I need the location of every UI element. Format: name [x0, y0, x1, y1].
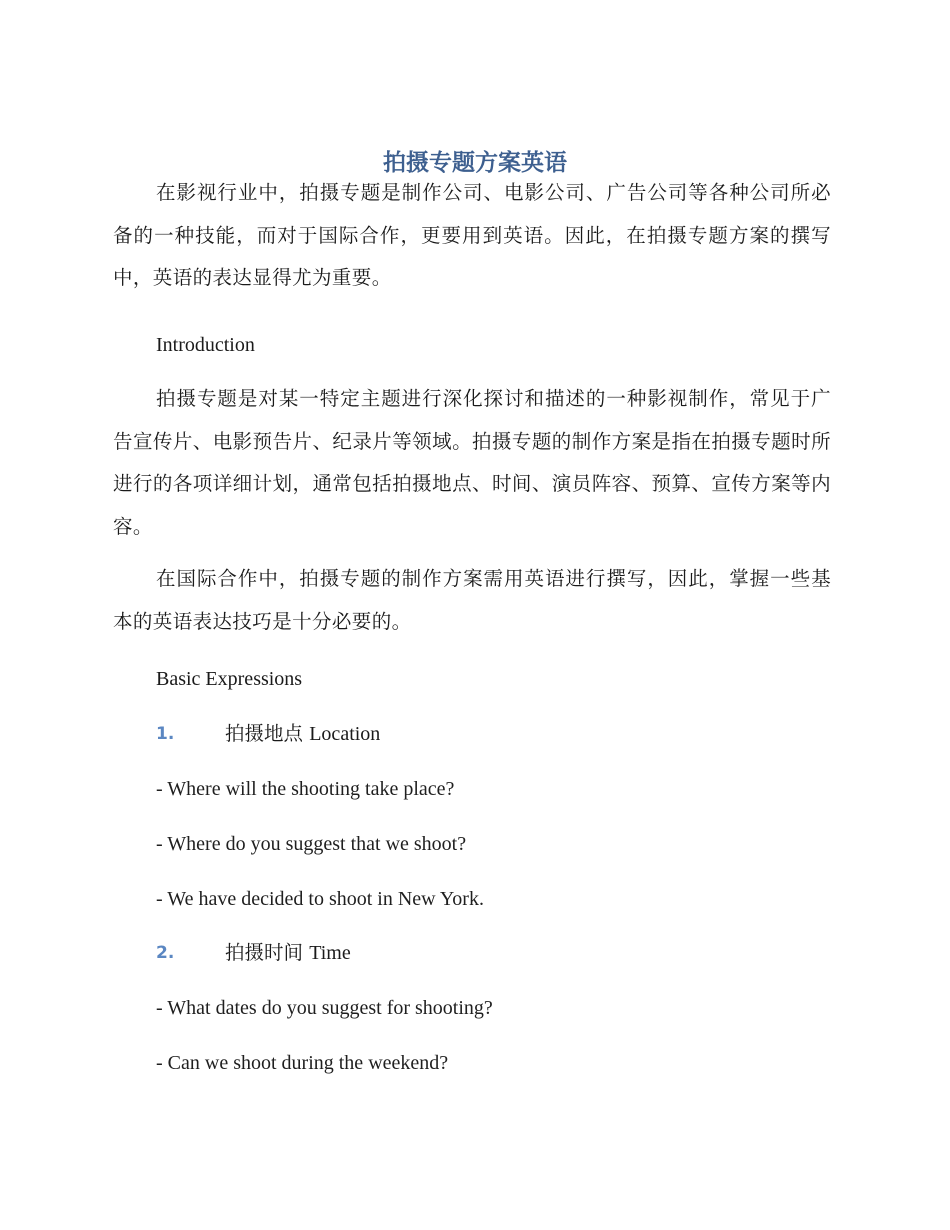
list-item: - We have decided to shoot in New York. [156, 888, 484, 910]
section-title-cn: 拍摄地点 [225, 722, 304, 745]
heading-basic-expressions: Basic Expressions [156, 668, 303, 690]
section-title-en: Time [309, 942, 351, 964]
section-title-en: Location [309, 723, 381, 745]
section-title-2 [225, 939, 351, 967]
paragraph-international: 在国际合作中，拍摄专题的制作方案需用英语进行撰写，因此，掌握一些基本的英语表达技巧是十分必要的。 [113, 567, 831, 633]
section-number-2: 2. [156, 943, 175, 963]
paragraph-definition: 拍摄专题是对某一特定主题进行深化探讨和描述的一种影视制作，常见于广告宣传片、电影预告片、纪录片等领域。拍摄专题的制作方案是指在拍摄专题时所进行的各项详细计划，通常包括拍摄地点、时间、演员阵容、预算、宣传方案等内容。 [113, 387, 831, 538]
list-item: - Where will the shooting take place? [156, 778, 455, 800]
heading-introduction: Introduction [156, 334, 255, 356]
document-title: 拍摄专题方案英语 [383, 150, 567, 176]
list-item: - Can we shoot during the weekend? [156, 1052, 449, 1074]
list-item: - What dates do you suggest for shooting? [156, 997, 493, 1019]
list-item: - Where do you suggest that we shoot? [156, 833, 467, 855]
section-title-cn: 拍摄时间 [225, 941, 304, 964]
section-title-1 [225, 720, 380, 748]
paragraph-intro: 在影视行业中，拍摄专题是制作公司、电影公司、广告公司等各种公司所必备的一种技能，而对于国际合作，更要用到英语。因此，在拍摄专题方案的撰写中，英语的表达显得尤为重要。 [113, 181, 831, 289]
section-number-1: 1. [156, 724, 175, 744]
